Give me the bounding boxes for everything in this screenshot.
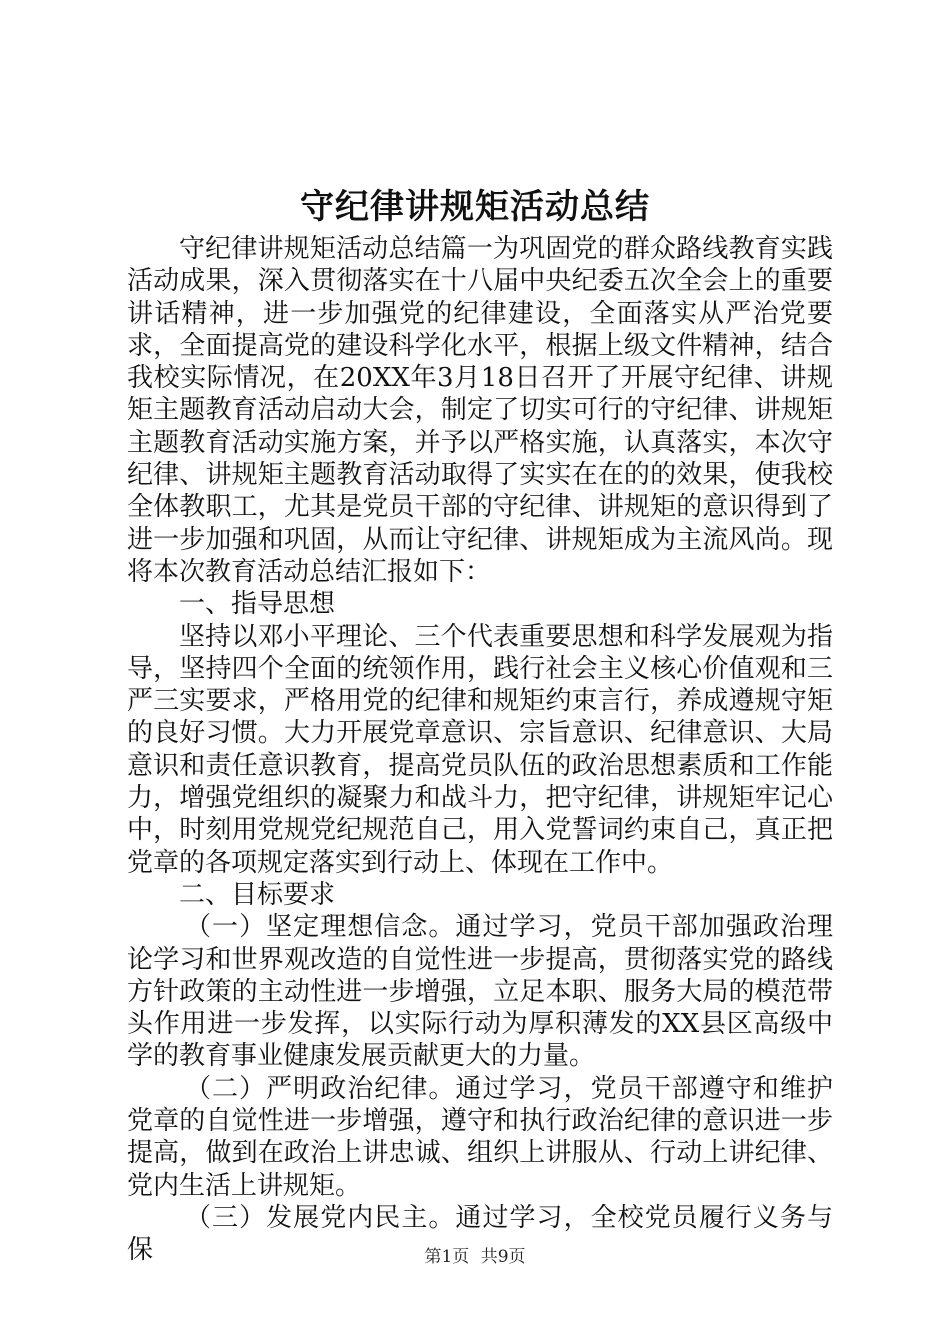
document-title: 守纪律讲规矩活动总结 [300,187,650,227]
goal-item-1-paragraph: （一）坚定理想信念。通过学习，党员干部加强政治理论学习和世界观改造的自觉性进一步提高，贯彻落实党的路线方针政策的主动性进一步增强，立足本职、服务大局的模范带头作用进一步发挥，以实际行动为厚积薄发的XX县区高级中学的教育事业健康发展贡献更大的力量。 [127,912,833,1072]
page-footer [0,1245,950,1269]
goal-item-3-paragraph: （三）发展党内民主。通过学习，全校党员履行义务与保 [127,1202,833,1266]
goal-item-2-paragraph: （二）严明政治纪律。通过学习，党员干部遵守和维护党章的自觉性进一步增强，遵守和执行政治纪律的意识进一步提高，做到在政治上讲忠诚、组织上讲服从、行动上讲纪律、党内生活上讲规矩。 [127,1073,833,1201]
page-total: 共9页 [480,1247,526,1267]
document-body [127,233,833,1267]
page-number: 第1页 [424,1247,470,1267]
guiding-ideology-paragraph: 坚持以邓小平理论、三个代表重要思想和科学发展观为指导，坚持四个全面的统领作用，践行社会主义核心价值观和三严三实要求，严格用党的纪律和规矩约束言行，养成遵规守矩的良好习惯。大力开展党章意识、宗旨意识、纪律意识、大局意识和责任意识教育，提高党员队伍的政治思想素质和工作能力，增强党组织的凝聚力和战斗力，把守纪律，讲规矩牢记心中，时刻用党规党纪规范自己，用入党誓词约束自己，真正把党章的各项规定落实到行动上、体现在工作中。 [127,621,833,878]
intro-paragraph: 守纪律讲规矩活动总结篇一为巩固党的群众路线教育实践活动成果，深入贯彻落实在十八届中央纪委五次全会上的重要讲话精神，进一步加强党的纪律建设，全面落实从严治党要求，全面提高党的建设科学化水平，根据上级文件精神，结合我校实际情况，在20XX年3月18日召开了开展守纪律、讲规矩主题教育活动启动大会，制定了切实可行的守纪律、讲规矩主题教育活动实施方案，并予以严格实施，认真落实，本次守纪律、讲规矩主题教育活动取得了实实在在的的效果，使我校全体教职工，尤其是党员干部的守纪律、讲规矩的意识得到了进一步加强和巩固，从而让守纪律、讲规矩成为主流风尚。现将本次教育活动总结汇报如下： [127,234,833,587]
section-heading-goals: 二、目标要求 [179,879,336,910]
section-heading-guiding-ideology: 一、指导思想 [179,589,336,620]
